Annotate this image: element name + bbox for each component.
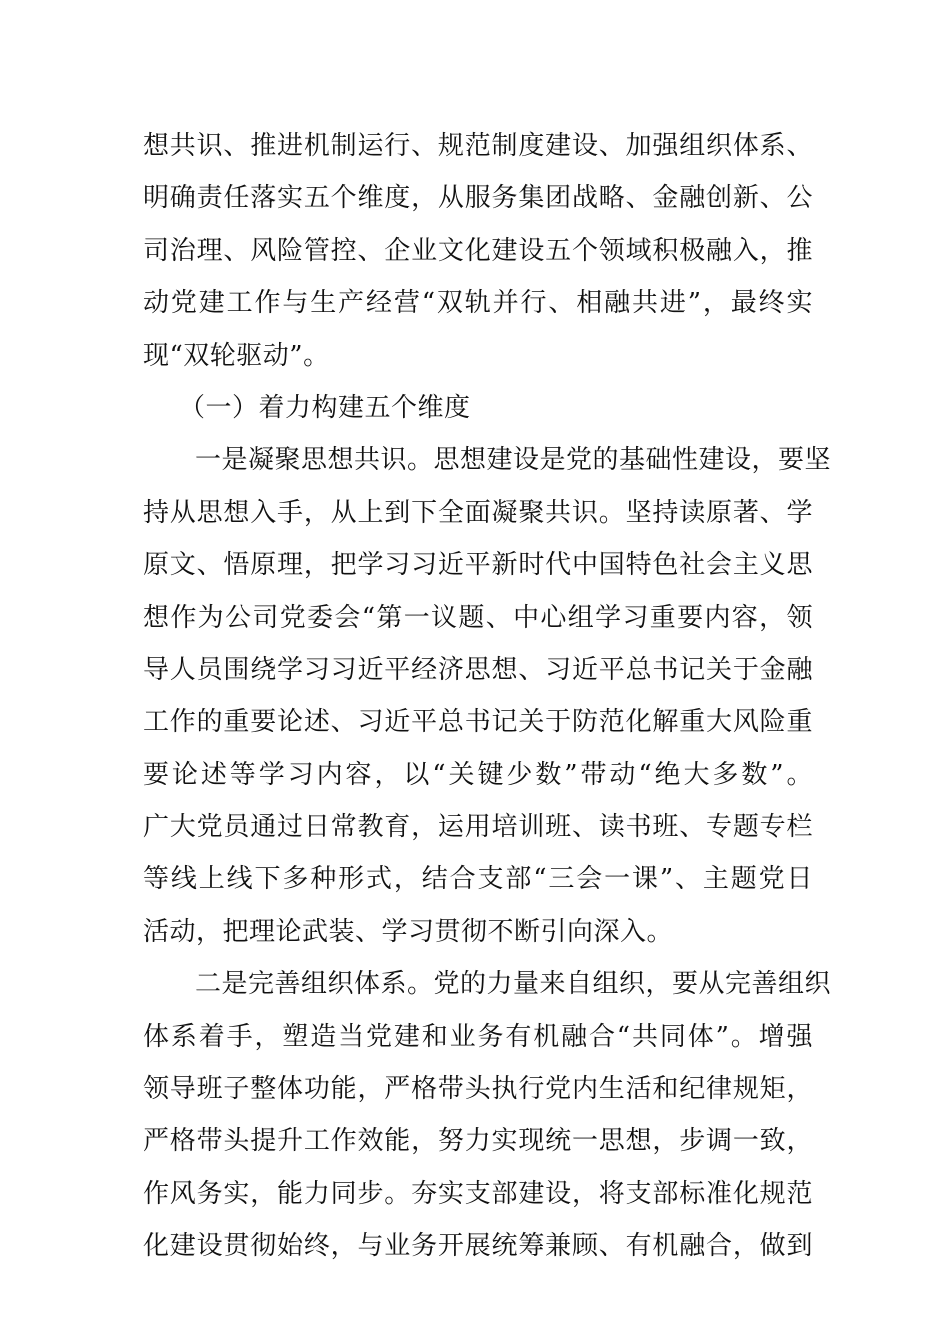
section-heading: （一）着力构建五个维度: [179, 392, 471, 423]
text-line: 司治理、风险管控、企业文化建设五个领域积极融入，推: [143, 235, 813, 266]
text-line: 导人员围绕学习习近平经济思想、习近平总书记关于金融: [143, 654, 813, 685]
document-body: [143, 120, 832, 1273]
text-line: 工作的重要论述、习近平总书记关于防范化解重大风险重: [143, 707, 813, 738]
text-line: 想共识、推进机制运行、规范制度建设、加强组织体系、: [143, 131, 813, 161]
paragraph-first-line: 二是完善组织体系。党的力量来自组织，要从完善组织: [195, 969, 832, 1000]
text-line: 要论述等学习内容，以“关键少数”带动“绝大多数”。: [143, 759, 813, 790]
text-line: 化建设贯彻始终，与业务开展统筹兼顾、有机融合，做到: [143, 1231, 813, 1262]
text-line: 想作为公司党委会“第一议题、中心组学习重要内容，领: [143, 602, 813, 633]
text-line: 作风务实，能力同步。夯实支部建设，将支部标准化规范: [143, 1178, 813, 1209]
text-line: 领导班子整体功能，严格带头执行党内生活和纪律规矩，: [143, 1074, 813, 1105]
text-line: 现“双轮驱动”。: [143, 340, 330, 371]
paragraph-first-line: 一是凝聚思想共识。思想建设是党的基础性建设，要坚: [195, 445, 832, 476]
text-line: 活动，把理论武装、学习贯彻不断引向深入。: [143, 916, 674, 947]
text-line: 体系着手，塑造当党建和业务有机融合“共同体”。增强: [143, 1021, 813, 1052]
text-line: 广大党员通过日常教育，运用培训班、读书班、专题专栏: [143, 812, 813, 843]
text-line: 动党建工作与生产经营“双轨并行、相融共进”，最终实: [143, 288, 813, 319]
text-line: 持从思想入手，从上到下全面凝聚共识。坚持读原著、学: [143, 497, 813, 528]
text-line: 原文、悟原理，把学习习近平新时代中国特色社会主义思: [143, 550, 813, 581]
text-line: 等线上线下多种形式，结合支部“三会一课”、主题党日: [143, 864, 813, 895]
text-line: 明确责任落实五个维度，从服务集团战略、金融创新、公: [143, 183, 813, 214]
text-line: 严格带头提升工作效能，努力实现统一思想，步调一致，: [143, 1126, 813, 1157]
